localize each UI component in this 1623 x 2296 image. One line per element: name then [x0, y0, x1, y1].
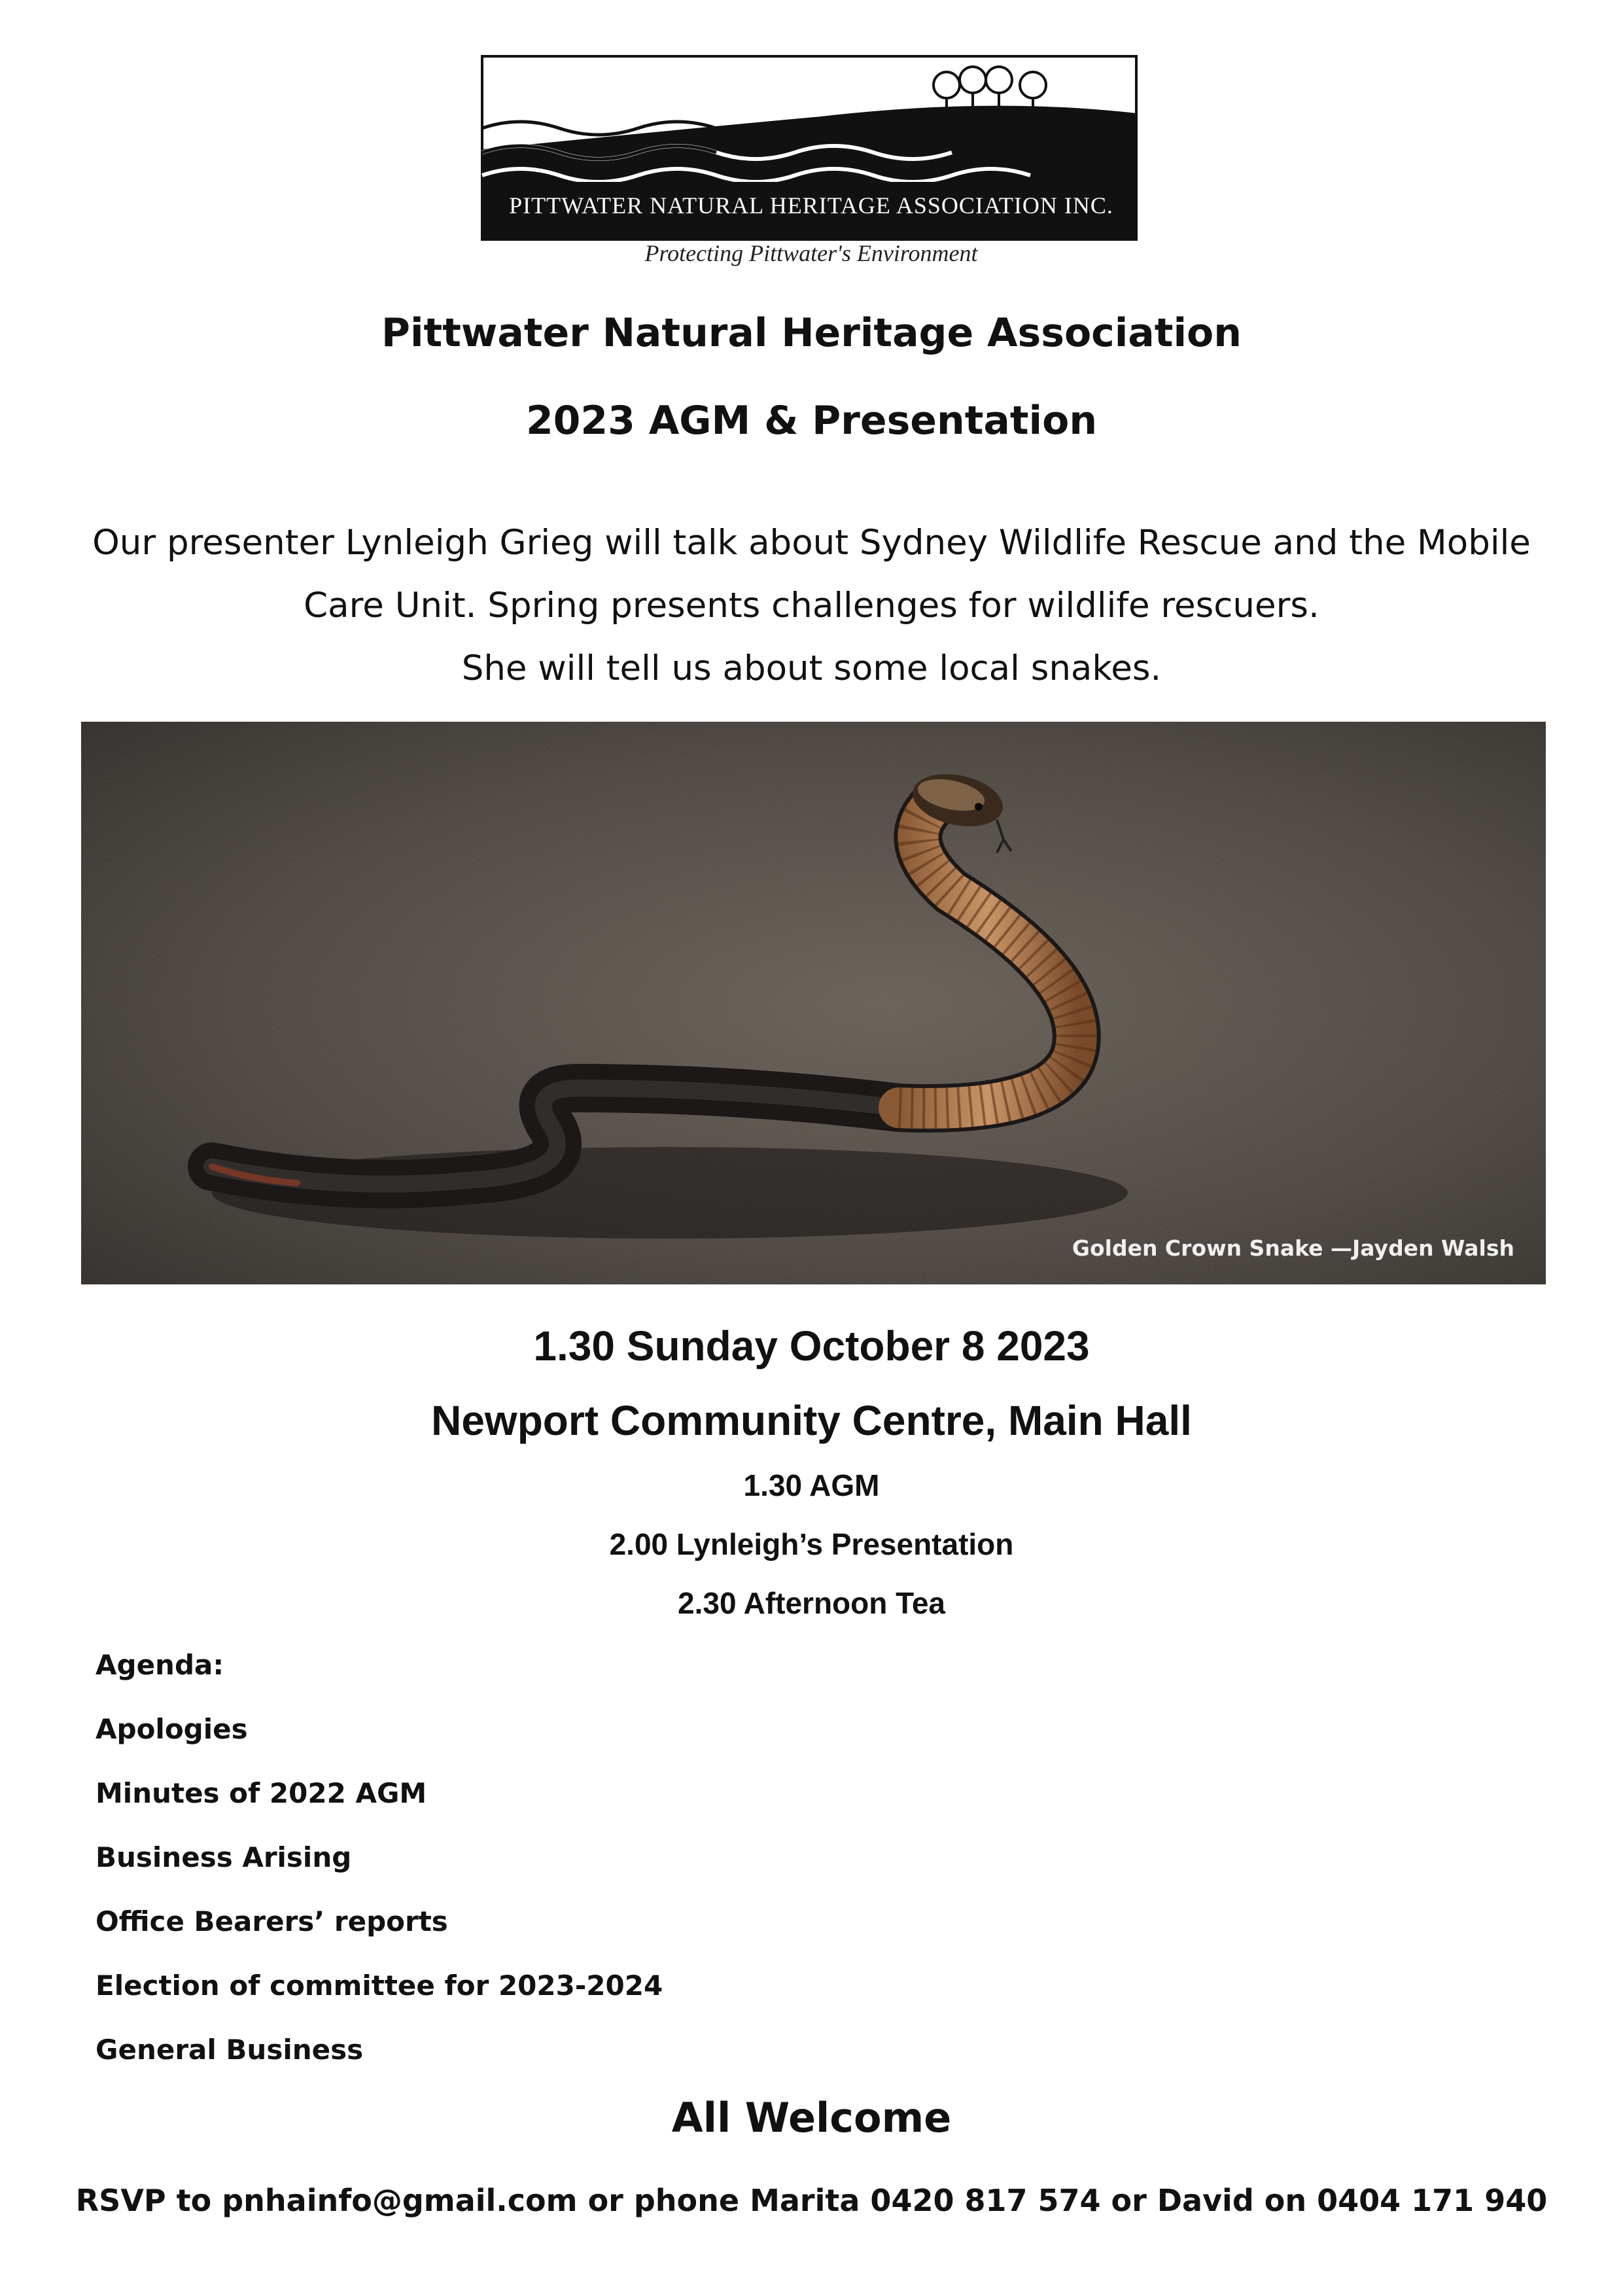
agenda-list	[96, 1649, 663, 2098]
photo-caption: Golden Crown Snake —Jayden Walsh	[1072, 1235, 1514, 1261]
agenda-item: Minutes of 2022 AGM	[96, 1777, 427, 1809]
intro-line: She will tell us about some local snakes.	[461, 648, 1162, 688]
intro-line: Care Unit. Spring presents challenges for wildlife rescuers.	[304, 586, 1319, 626]
logo-tagline: Protecting Pittwater's Environment	[644, 240, 978, 266]
page-title: Pittwater Natural Heritage Association	[381, 310, 1242, 356]
event-datetime: 1.30 Sunday October 8 2023	[533, 1322, 1090, 1369]
intro-paragraph	[0, 512, 1623, 700]
snake-illustration	[81, 722, 1546, 1284]
association-logo	[481, 51, 1142, 274]
agenda-item: Election of committee for 2023-2024	[96, 1969, 663, 2002]
schedule-item: 2.30 Afternoon Tea	[678, 1586, 945, 1620]
rsvp-text: RSVP to pnhainfo@gmail.com or phone Marita 0420 817 574 or David on 0404 171 940	[75, 2183, 1548, 2218]
agenda-item: Office Bearers’ reports	[96, 1905, 448, 1937]
agenda-item: Business Arising	[96, 1841, 352, 1873]
page-subtitle: 2023 AGM & Presentation	[525, 398, 1098, 444]
welcome-text: All Welcome	[671, 2094, 952, 2142]
schedule-item: 1.30 AGM	[743, 1468, 880, 1502]
logo-org-name: PITTWATER NATURAL HERITAGE ASSOCIATION INC.	[509, 192, 1113, 219]
snake-photo	[81, 722, 1546, 1284]
agenda-item: Apologies	[96, 1713, 248, 1745]
event-venue: Newport Community Centre, Main Hall	[431, 1397, 1192, 1444]
agenda-heading: Agenda:	[96, 1649, 224, 1681]
agenda-item: General Business	[96, 2034, 364, 2066]
intro-line: Our presenter Lynleigh Grieg will talk about Sydney Wildlife Rescue and the Mobile	[92, 523, 1531, 563]
schedule-item: 2.00 Lynleigh’s Presentation	[609, 1527, 1014, 1561]
